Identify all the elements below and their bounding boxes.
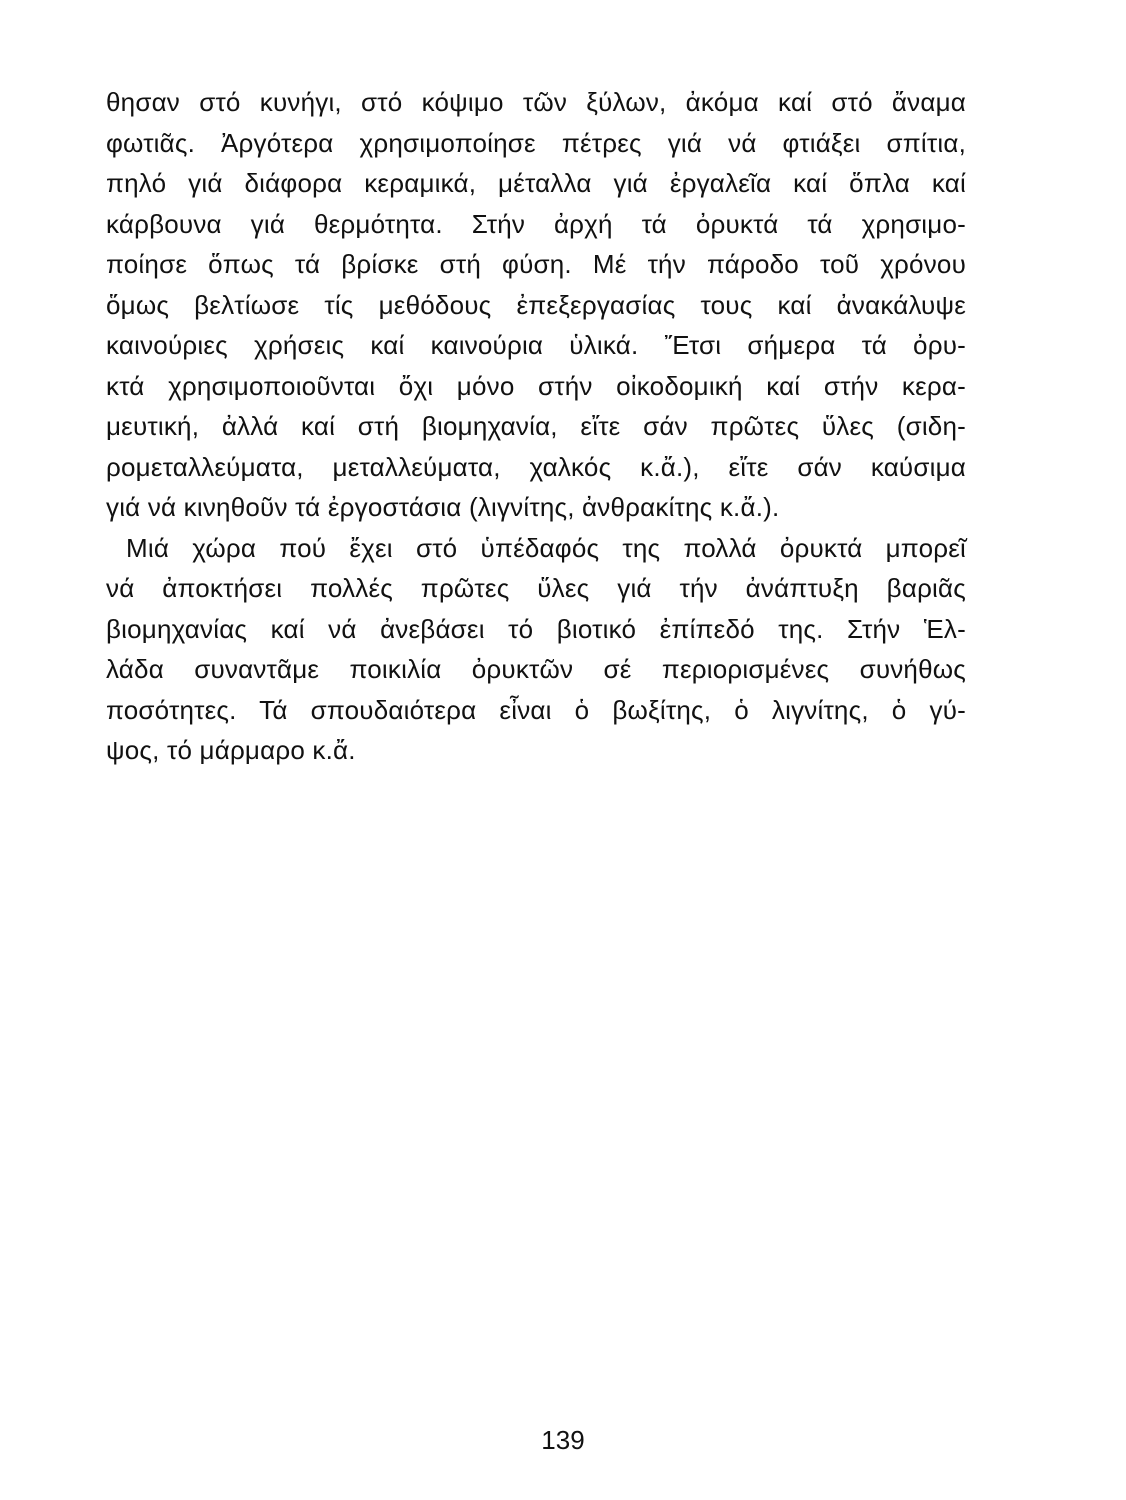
text-line: ρομεταλλεύματα, μεταλλεύματα, χαλκός κ.ἄ.), εἴτε σάν καύσιμα (106, 451, 966, 482)
text-line: φωτιᾶς. Ἀργότερα χρησιμοποίησε πέτρες γιά νά φτιάξει σπίτια, (106, 127, 966, 158)
text-line: πηλό γιά διάφορα κεραμικά, μέταλλα γιά ἐργαλεῖα καί ὅπλα καί (106, 168, 966, 198)
text-line: λάδα συναντᾶμε ποικιλία ὀρυκτῶν σέ περιορισμένες συνήθως (106, 654, 966, 684)
text-line: νά ἀποκτήσει πολλές πρῶτες ὕλες γιά τήν ἀνάπτυξη βαριᾶς (106, 573, 966, 603)
text-line: μευτική, ἀλλά καί στή βιομηχανία, εἴτε σάν πρῶτες ὕλες (σιδη- (106, 411, 966, 441)
text-line: κτά χρησιμοποιοῦνται ὄχι μόνο στήν οἰκοδομική καί στήν κερα- (106, 370, 966, 401)
text-line: ὅμως βελτίωσε τίς μεθόδους ἐπεξεργασίας τους καί ἀνακάλυψε (106, 289, 966, 320)
body-text (106, 82, 966, 771)
paragraph-2 (106, 528, 966, 771)
page-number: 139 (541, 1425, 585, 1455)
text-line: θησαν στό κυνήγι, στό κόψιμο τῶν ξύλων, ἀκόμα καί στό ἄναμα (106, 87, 966, 117)
text-line: καινούριες χρήσεις καί καινούρια ὑλικά. Ἔτσι σήμερα τά ὀρυ- (106, 330, 966, 360)
text-line: κάρβουνα γιά θερμότητα. Στήν ἀρχή τά ὀρυκτά τά χρησιμο- (106, 208, 966, 239)
text-line: βιομηχανίας καί νά ἀνεβάσει τό βιοτικό ἐπίπεδό της. Στήν Ἑλ- (106, 613, 966, 644)
text-line: ποίησε ὅπως τά βρίσκε στή φύση. Μέ τήν πάροδο τοῦ χρόνου (106, 249, 966, 279)
text-line: ψος, τό μάρμαρο κ.ἄ. (106, 735, 356, 765)
text-line: γιά νά κινηθοῦν τά ἐργοστάσια (λιγνίτης, ἀνθρακίτης κ.ἄ.). (106, 492, 780, 522)
text-line: ποσότητες. Τά σπουδαιότερα εἶναι ὁ βωξίτης, ὁ λιγνίτης, ὁ γύ- (106, 694, 966, 725)
text-line: Μιά χώρα πού ἔχει στό ὑπέδαφός της πολλά ὀρυκτά μπορεῖ (126, 532, 966, 563)
paragraph-1 (106, 82, 966, 528)
